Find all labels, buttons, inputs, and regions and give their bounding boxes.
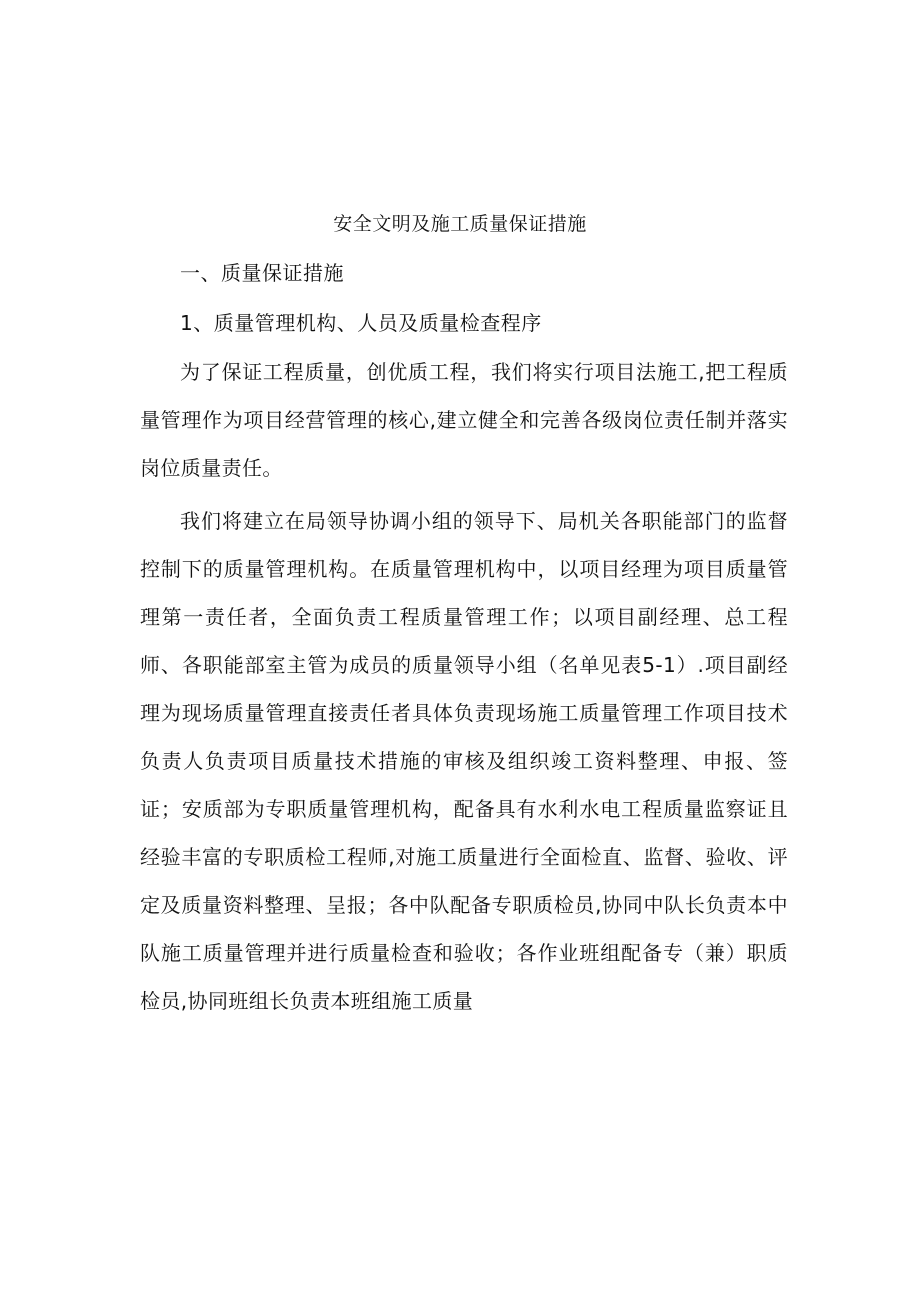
section-heading: 一、质量保证措施 — [180, 261, 344, 285]
paragraph: 我们将建立在局领导协调小组的领导下、局机关各职能部门的监督控制下的质量管理机构。在质量管理机构中，以项目经理为项目质量管理第一责任者，全面负责工程质量管理工作；以项目副经理、总工程师、各职能部室主管为成员的质量领导小组（名单见表5-1）.项目副经理为现场质量管理直接责任者具体负责现场施工质量管理工作项目技术负责人负责项目质量技术措施的审核及组织竣工资料整理、申报、签证；安质部为专职质量管理机构，配备具有水利水电工程质量监察证且经验丰富的专职质检工程师,对施工质量进行全面检直、监督、验收、评定及质量资料整理、呈报；各中队配备专职质检员,协同中队长负责本中队施工质量管理并进行质量检查和验收；各作业班组配备专（兼）职质检员,协同班组长负责本班组施工质量 — [140, 509, 788, 1013]
document-title: 安全文明及施工质量保证措施 — [333, 213, 587, 235]
paragraph: 为了保证工程质量，创优质工程，我们将实行项目法施工,把工程质量管理作为项目经营管理的核心,建立健全和完善各级岗位责任制并落实岗位质量责任。 — [140, 360, 788, 480]
subsection-heading: 1、质量管理机构、人员及质量检查程序 — [180, 311, 542, 335]
